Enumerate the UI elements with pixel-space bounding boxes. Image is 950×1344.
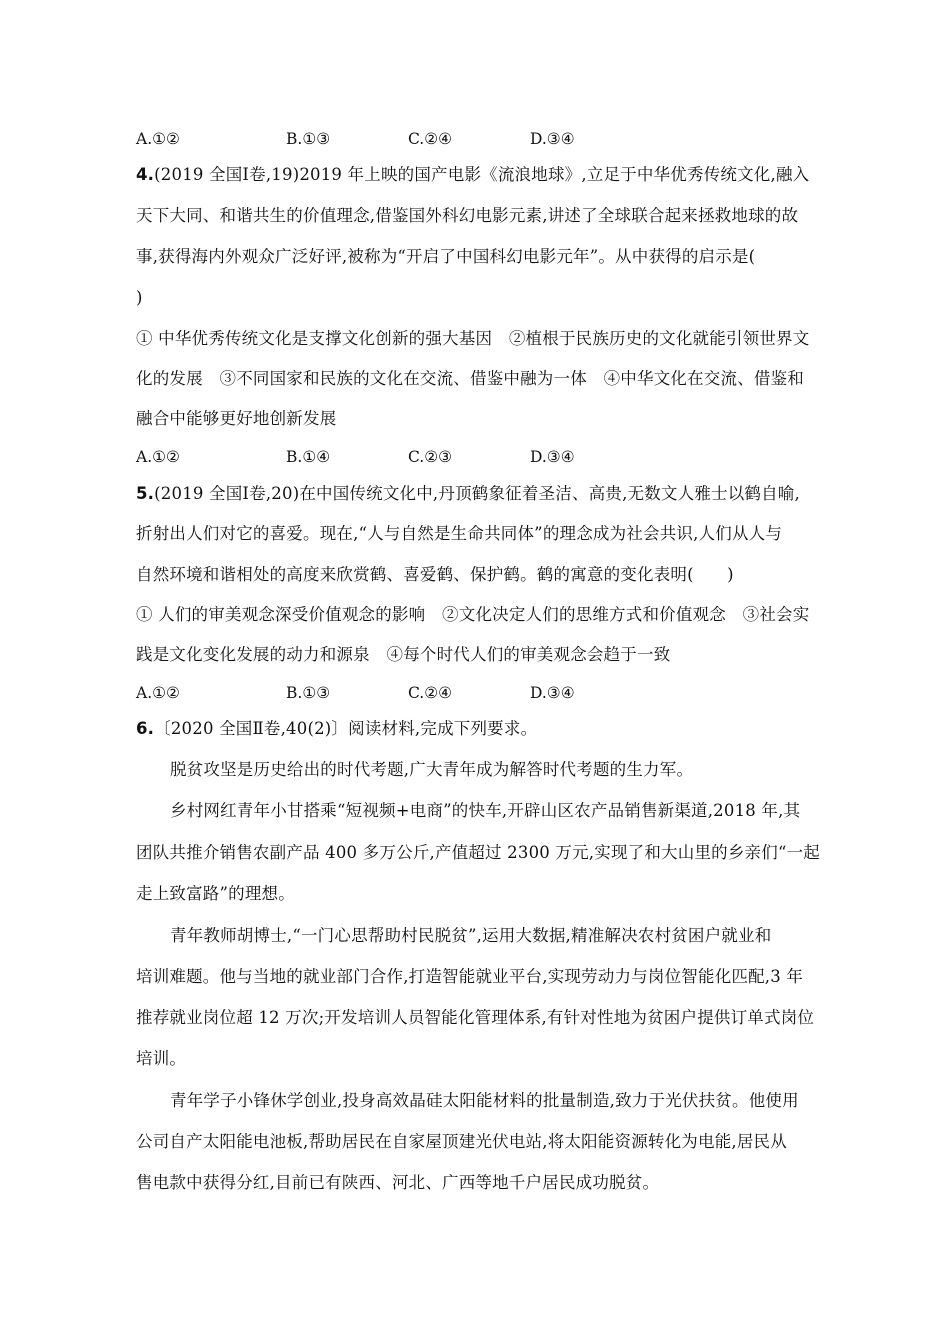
q6-paragraph-4-line-2: 公司自产太阳能电池板,帮助居民在自家屋顶建光伏电站,将太阳能资源转化为电能,居民从 [136, 1132, 787, 1151]
q4-option-a: A.①② [136, 448, 180, 466]
q5-number: 5. [136, 484, 155, 503]
q4-line-6: 化的发展 ③不同国家和民族的文化在交流、借鉴中融为一体 ④中华文化在交流、借鉴和 [136, 369, 804, 388]
q5-option-c: C.②④ [408, 684, 453, 702]
q4-line-5: ① 中华优秀传统文化是支撑文化创新的强大基因 ②植根于民族历史的文化就能引领世界文 [136, 329, 810, 348]
q3-option-b: B.①③ [286, 130, 331, 148]
q4-line-2: 天下大同、和谐共生的价值理念,借鉴国外科幻电影元素,讲述了全球联合起来拯救地球的故 [136, 206, 799, 225]
q4-line-7: 融合中能够更好地创新发展 [136, 409, 337, 428]
q3-option-c: C.②④ [408, 130, 453, 148]
q4-line-3: 事,获得海内外观众广泛好评,被称为“开启了中国科幻电影元年”。从中获得的启示是( [136, 247, 756, 266]
q6-number: 6. [136, 719, 155, 738]
q6-paragraph-4-line-3: 售电款中获得分红,目前已有陕西、河北、广西等地千户居民成功脱贫。 [136, 1173, 660, 1192]
q5-line-1: 5.(2019 全国Ⅰ卷,20)在中国传统文化中,丹顶鹤象征着圣洁、高贵,无数文人雅士以鹤自喻, [136, 484, 800, 503]
q6-paragraph-3-line-2: 培训难题。他与当地的就业部门合作,打造智能就业平台,实现劳动力与岗位智能化匹配,3 年 [136, 967, 804, 986]
q6-paragraph-2-line-1: 乡村网红青年小甘搭乘“短视频+电商”的快车,开辟山区农产品销售新渠道,2018 年,其 [170, 801, 801, 820]
q4-line-1: 4.(2019 全国Ⅰ卷,19)2019 年上映的国产电影《流浪地球》,立足于中华优秀传统文化,融入 [136, 165, 810, 184]
q6-paragraph-4-line-1: 青年学子小锋休学创业,投身高效晶硅太阳能材料的批量制造,致力于光伏扶贫。他使用 [170, 1091, 799, 1110]
q5-line-3: 自然环境和谐相处的高度来欣赏鹤、喜爱鹤、保护鹤。鹤的寓意的变化表明( ) [136, 565, 734, 584]
q4-option-b: B.①④ [286, 448, 331, 466]
q5-line-4: ① 人们的审美观念深受价值观念的影响 ②文化决定人们的思维方式和价值观念 ③社会实 [136, 605, 810, 624]
q5-line-5: 践是文化变化发展的动力和源泉 ④每个时代人们的审美观念会趋于一致 [136, 645, 671, 664]
q5-line-2: 折射出人们对它的喜爱。现在,“人与自然是生命共同体”的理念成为社会共识,人们从人与 [136, 524, 783, 543]
q4-option-c: C.②③ [408, 448, 453, 466]
q6-paragraph-3-line-4: 培训。 [136, 1049, 187, 1068]
q5-option-d: D.③④ [530, 684, 575, 702]
q4-number: 4. [136, 165, 155, 184]
q5-option-a: A.①② [136, 684, 180, 702]
q3-option-d: D.③④ [530, 130, 575, 148]
q5-option-b: B.①③ [286, 684, 331, 702]
q6-paragraph-3-line-1: 青年教师胡博士,“一门心思帮助村民脱贫”,运用大数据,精准解决农村贫困户就业和 [170, 926, 772, 945]
q6-line-1: 6.〔2020 全国Ⅱ卷,40(2)〕阅读材料,完成下列要求。 [136, 719, 538, 738]
q6-paragraph-2-line-2: 团队共推介销售农副产品 400 多万公斤,产值超过 2300 万元,实现了和大山里的乡亲们“一起 [136, 843, 820, 862]
q4-line-4: ) [136, 288, 143, 307]
q6-paragraph-1: 脱贫攻坚是历史给出的时代考题,广大青年成为解答时代考题的生力军。 [170, 760, 694, 779]
q6-paragraph-3-line-3: 推荐就业岗位超 12 万次;开发培训人员智能化管理体系,有针对性地为贫困户提供订单式岗位 [136, 1008, 815, 1027]
q3-option-a: A.①② [136, 130, 180, 148]
q6-paragraph-2-line-3: 走上致富路”的理想。 [136, 884, 295, 903]
q4-option-d: D.③④ [530, 448, 575, 466]
